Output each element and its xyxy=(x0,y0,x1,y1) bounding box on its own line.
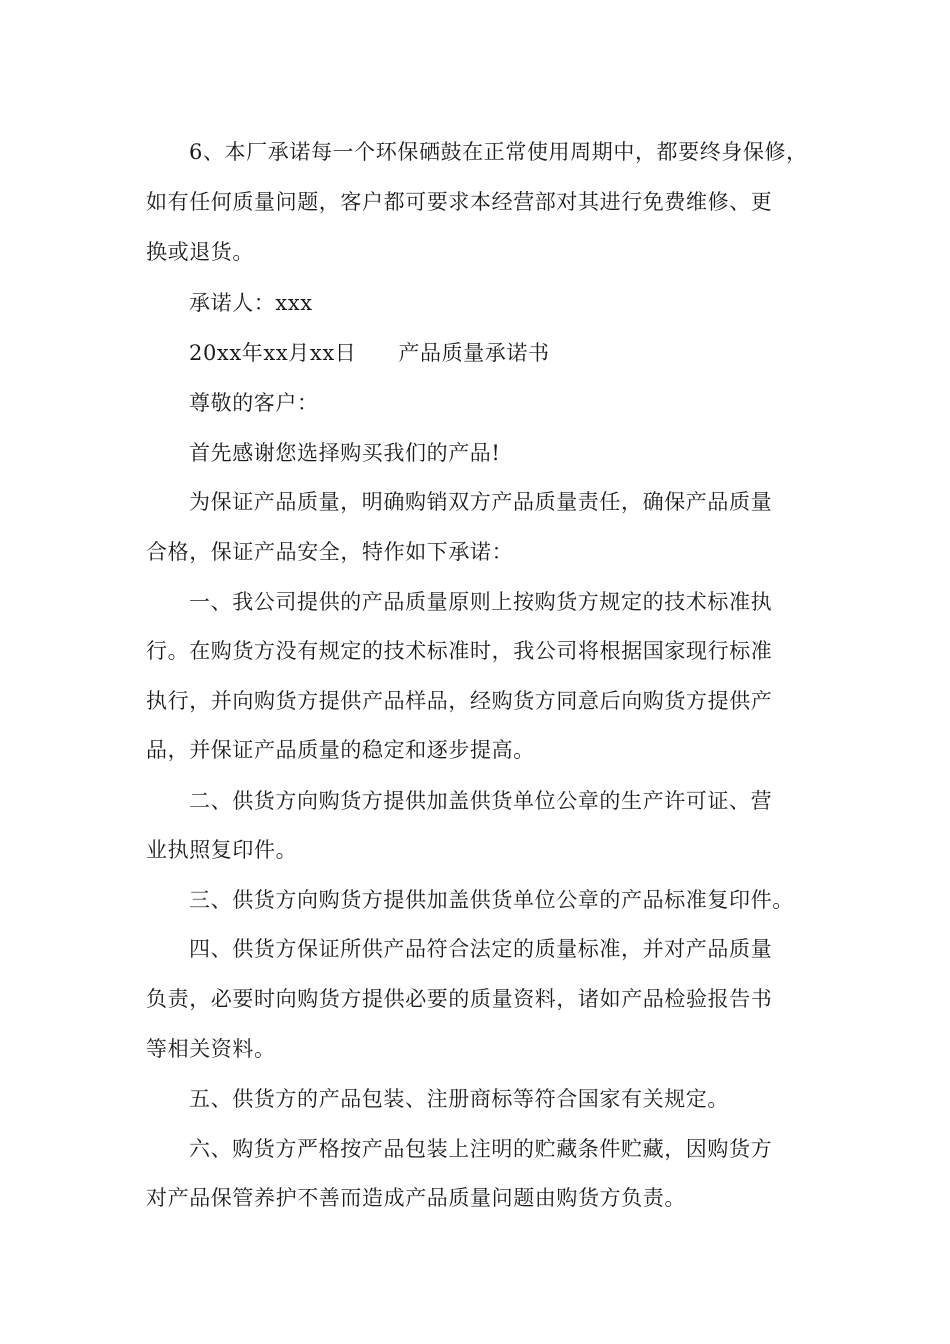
paragraph-line: 首先感谢您选择购买我们的产品! xyxy=(189,441,501,465)
paragraph-line: 换或退货。 xyxy=(146,240,254,264)
salutation: 尊敬的客户： xyxy=(189,391,319,415)
promisor-line: 承诺人：xxx xyxy=(189,291,313,315)
paragraph-line: 等相关资料。 xyxy=(146,1037,276,1061)
paragraph-line: 执行，并向购货方提供产品样品，经购货方同意后向购货方提供产 xyxy=(146,689,773,713)
document-title: 产品质量承诺书 xyxy=(398,341,550,365)
paragraph-line: 二、供货方向购货方提供加盖供货单位公章的生产许可证、营 xyxy=(189,789,773,813)
date-title-line xyxy=(189,338,550,368)
paragraph-line: 品，并保证产品质量的稳定和逐步提高。 xyxy=(146,738,535,762)
paragraph-line: 行。在购货方没有规定的技术标准时，我公司将根据国家现行标准 xyxy=(146,639,773,663)
paragraph-line: 业执照复印件。 xyxy=(146,838,298,862)
date-text: 20xx年xx月xx日 xyxy=(189,341,357,365)
paragraph-line: 如有任何质量问题，客户都可要求本经营部对其进行免费维修、更 xyxy=(146,190,773,214)
paragraph-line: 五、供货方的产品包装、注册商标等符合国家有关规定。 xyxy=(189,1087,729,1111)
paragraph-line: 四、供货方保证所供产品符合法定的质量标准，并对产品质量 xyxy=(189,937,773,961)
paragraph-line: 对产品保管养护不善而造成产品质量问题由购货方负责。 xyxy=(146,1186,686,1210)
paragraph-line: 为保证产品质量，明确购销双方产品质量责任，确保产品质量 xyxy=(189,490,773,514)
paragraph-line: 合格，保证产品安全，特作如下承诺： xyxy=(146,540,514,564)
paragraph-line: 三、供货方向购货方提供加盖供货单位公章的产品标准复印件。 xyxy=(189,888,794,912)
paragraph-line: 六、购货方严格按产品包装上注明的贮藏条件贮藏，因购货方 xyxy=(189,1137,773,1161)
paragraph-line: 6、本厂承诺每一个环保硒鼓在正常使用周期中，都要终身保修， xyxy=(189,140,808,164)
paragraph-line: 负责，必要时向购货方提供必要的质量资料，诸如产品检验报告书 xyxy=(146,987,773,1011)
paragraph-line: 一、我公司提供的产品质量原则上按购货方规定的技术标准执 xyxy=(189,590,773,614)
